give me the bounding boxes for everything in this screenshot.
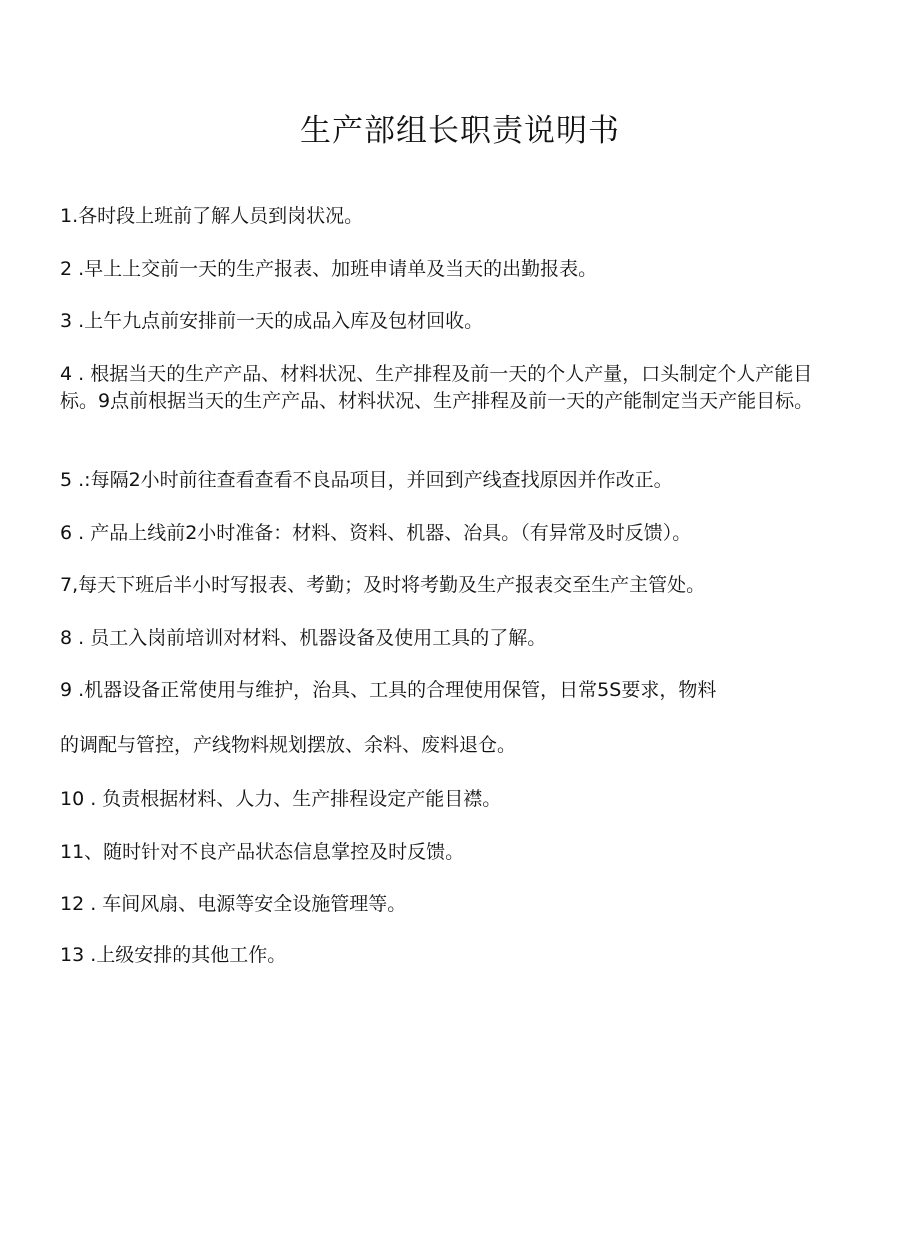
duty-item-8: 8 . 员工入岗前培训对材料、机器设备及使用工具的了解。 xyxy=(60,627,547,649)
duty-item-6: 6 . 产品上线前2小时准备：材料、资料、机器、冶具。（有异常及时反馈）。 xyxy=(60,522,692,544)
duty-item-2: 2 .早上上交前一天的生产报表、加班申请单及当天的出勤报表。 xyxy=(60,258,598,280)
duty-item-7: 7,每天下班后半小时写报表、考勤；及时将考勤及生产报表交至生产主管处。 xyxy=(60,574,706,596)
duty-item-4: 4 . 根据当天的生产产品、材料状况、生产排程及前一天的个人产量，口头制定个人产能目标。9点前根据当天的生产产品、材料状况、生产排程及前一天的产能制定当天产能目标。 xyxy=(60,363,814,412)
duty-item-10: 10 . 负责根据材料、人力、生产排程设定产能目襟。 xyxy=(60,788,502,810)
duty-item-1: 1.各时段上班前了解人员到岗状况。 xyxy=(60,205,364,227)
duty-item-12: 12 . 车间风扇、电源等安全设施管理等。 xyxy=(60,893,407,915)
duty-item-11: 11、随时针对不良产品状态信息掌控及时反馈。 xyxy=(60,841,465,863)
document-title: 生产部组长职责说明书 xyxy=(300,112,620,149)
duty-item-3: 3 .上午九点前安排前一天的成品入库及包材回收。 xyxy=(60,310,484,332)
duty-item-9-line-1: 9 .机器设备正常使用与维护，治具、工具的合理使用保管，日常5S要求，物料 xyxy=(60,679,717,701)
duty-item-5: 5 .:每隔2小时前往查看查看不良品项目，并回到产线查找原因并作改正。 xyxy=(60,469,673,491)
duty-item-13: 13 .上级安排的其他工作。 xyxy=(60,944,287,966)
duty-item-9-line-2: 的调配与管控，产线物料规划摆放、余料、废料退仓。 xyxy=(60,734,517,756)
